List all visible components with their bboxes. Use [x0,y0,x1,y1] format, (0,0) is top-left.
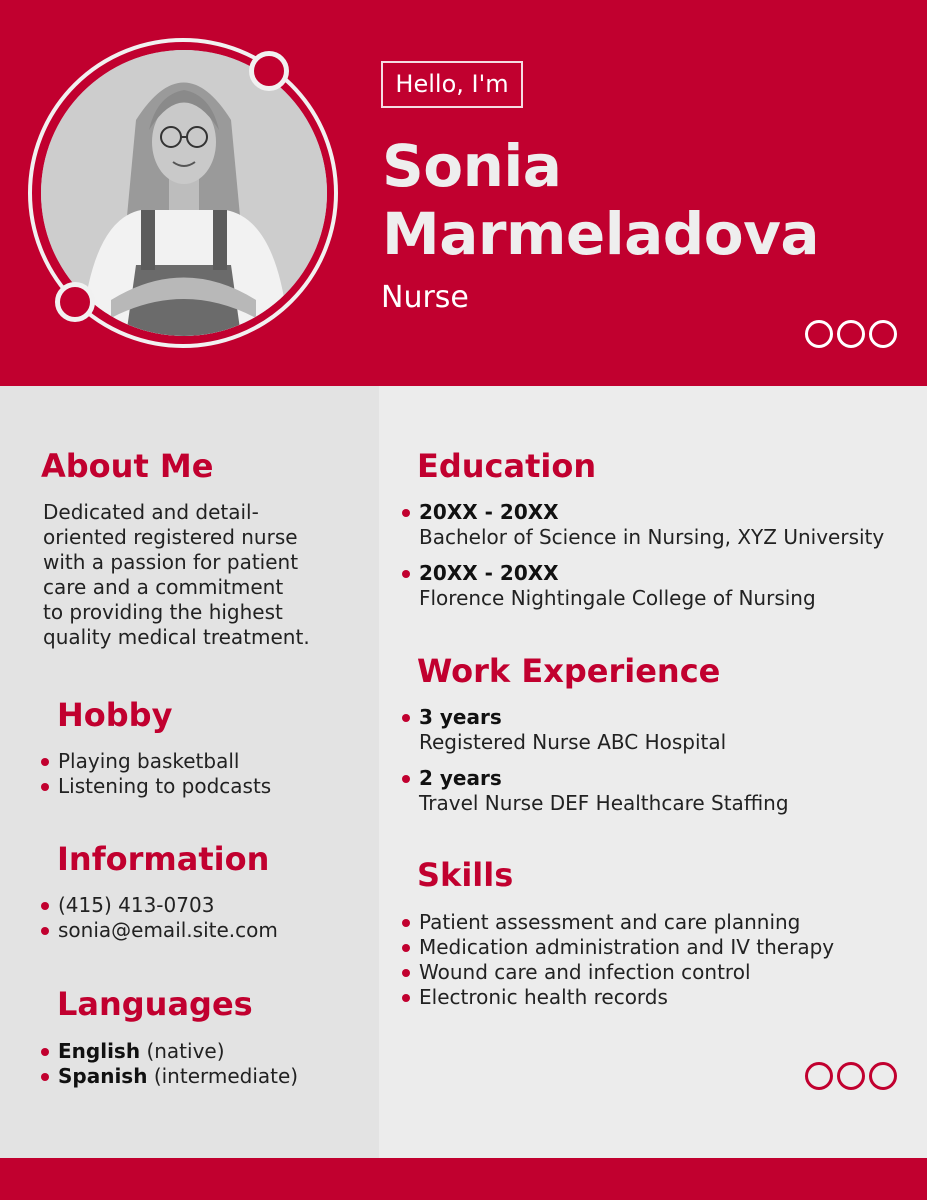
entry-detail: Registered Nurse ABC Hospital [419,730,727,754]
entry-detail: Travel Nurse DEF Healthcare Staffing [419,791,789,815]
full-name [382,132,819,268]
list-item: Playing basketball [41,749,271,774]
greeting-badge: Hello, I'm [381,61,523,108]
entry-period: 2 years [419,766,502,790]
hobby-list [41,749,271,799]
entry-detail: Bachelor of Science in Nursing, XYZ University [419,525,885,549]
bullet-icon [402,714,410,722]
entry-detail: Florence Nightingale College of Nursing [419,586,816,610]
first-name: Sonia [382,132,562,200]
ring-dot-bottom [55,282,95,322]
circle-icon [837,1062,865,1090]
bullet-icon [402,509,410,517]
entry-period: 20XX - 20XX [419,500,559,524]
work-entry [402,705,902,755]
list-item [41,1064,298,1089]
about-line: care and a commitment [43,575,284,599]
circle-icon [805,320,833,348]
about-title: About Me [41,447,214,485]
footer-bar [0,1158,927,1200]
about-line: Dedicated and detail- [43,500,259,524]
decorative-circles-top [805,320,897,348]
phone-number: (415) 413-0703 [41,893,278,918]
bullet-icon [402,570,410,578]
hobby-title: Hobby [57,696,173,734]
ring-dot-top [249,51,289,91]
last-name: Marmeladova [382,200,820,268]
list-item: Electronic health records [402,985,834,1010]
language-name: Spanish [58,1064,148,1088]
circle-icon [837,320,865,348]
work-title: Work Experience [417,652,721,690]
skills-list [402,910,834,1010]
about-text [43,500,343,650]
list-item: Medication administration and IV therapy [402,935,834,960]
list-item: Listening to podcasts [41,774,271,799]
about-line: with a passion for patient [43,550,299,574]
information-list [41,893,278,943]
bullet-icon [402,775,410,783]
entry-period: 20XX - 20XX [419,561,559,585]
list-item [41,1039,298,1064]
work-entry [402,766,902,816]
education-entry [402,500,902,550]
skills-title: Skills [417,856,514,894]
circle-icon [805,1062,833,1090]
list-item: Wound care and infection control [402,960,834,985]
languages-title: Languages [57,985,253,1023]
language-name: English [58,1039,141,1063]
education-title: Education [417,447,597,485]
job-role: Nurse [381,280,469,315]
entry-period: 3 years [419,705,502,729]
circle-icon [869,320,897,348]
language-level: (intermediate) [153,1064,299,1088]
about-line: to providing the highest [43,600,283,624]
email-address: sonia@email.site.com [41,918,278,943]
about-line: quality medical treatment. [43,625,310,649]
languages-list [41,1039,298,1089]
decorative-circles-bottom [805,1062,897,1090]
circle-icon [869,1062,897,1090]
list-item: Patient assessment and care planning [402,910,834,935]
language-level: (native) [146,1039,225,1063]
information-title: Information [57,840,270,878]
education-entry [402,561,902,611]
about-line: oriented registered nurse [43,525,298,549]
